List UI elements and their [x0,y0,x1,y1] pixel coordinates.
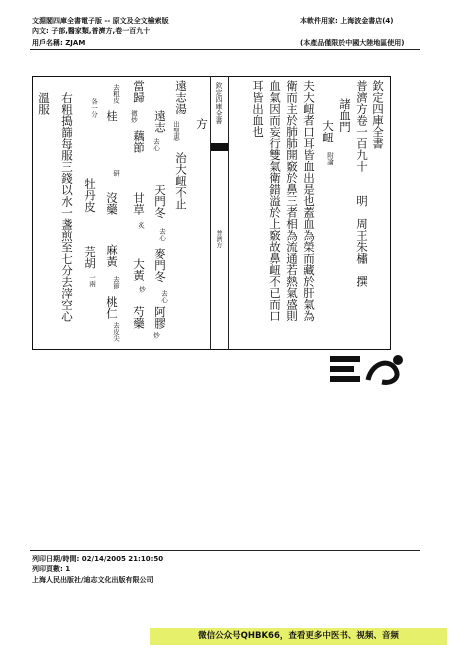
text-column-note: 微炒 [130,110,138,123]
text-column-note: 去心 [158,228,166,241]
text-column: 遠志湯 [174,80,188,115]
text-column-note: 去心 [152,138,160,151]
text-column-note: 炒 [138,286,146,293]
text-column: 阿膠 [153,306,167,329]
text-column-note: 各一分 [90,98,98,118]
text-column: 麥門冬 [153,248,167,283]
text-column: 耳皆出血也 [251,80,265,138]
text-column: 治大衄不止 [174,152,188,210]
content-path: 內文: 子部,醫家類,普濟方,卷一百九十 [32,27,151,35]
text-column: 欽定四庫全書 [371,80,385,149]
text-column: 遠志 [153,110,167,133]
page-fold-right [228,76,229,350]
print-pages: 列印頁數: 1 [32,565,71,573]
fold-mark-icon [211,143,228,151]
text-column-note: 附論 [326,152,334,165]
text-column: 甘草 [132,192,146,215]
text-column: 大黃 [132,258,146,281]
text-column-note: 去皮尖 [112,322,120,342]
text-column-note: 炙 [137,222,145,229]
licensee: 本軟件用家: 上海波金書店(4) [300,17,394,25]
print-datetime: 列印日期/時間: 02/14/2005 21:10:50 [32,555,164,563]
page-fold-left [210,76,211,350]
text-column-note: 去粗皮 [112,84,120,104]
text-column: 當歸 [132,80,146,103]
text-column: 麻黃 [105,244,119,267]
text-column: 右粗搗篩每服三錢以水一盞煎至七分去滓空心 [60,92,74,322]
text-column: 芫胡 [83,246,97,269]
text-column-note: 研 [112,170,120,177]
text-column-note: 出聖惠 [172,121,180,141]
text-column-note: 去心 [160,290,168,303]
text-column: 衛而主於肺肺開竅於鼻三者相為流通若熱氣盛則 [285,80,299,322]
text-column: 牡丹皮 [83,178,97,213]
text-column: 血氣因而妄行雙氣衛錯溢於上竅故鼻衄不已而口 [268,80,282,322]
header-rule [30,49,420,50]
margin-book-name: 普濟方 [215,230,222,248]
text-column: 大衄 [321,120,335,143]
publisher-logo-icon [330,352,410,388]
text-column: 芍藥 [132,306,146,329]
margin-title: 欽定四庫全書 [215,82,223,124]
watermark-banner: 微信公众号QHBK66，查看更多中医书、视频、音频 [150,628,447,645]
text-column: 夫大衄者口耳皆血出是也蓋血為榮而藏於肝氣為 [302,80,316,322]
text-column: 方 [195,118,209,130]
text-column: 普濟方卷一百九十 明 周王朱橚 撰 [355,80,369,287]
license-notice: (本產品僅限於中國大陸地區使用) [300,39,405,47]
footer-rule [30,550,420,551]
user-name: 用戶名稱: ZJAM [32,39,86,47]
text-column-note: 炒 [152,332,160,339]
text-column: 桃仁 [105,296,119,319]
text-column: 桂 [105,110,119,122]
publisher: 上海人民出版社/迪志文化出版有限公司 [32,576,154,584]
ebook-title: 文淵閣四庫全書電子版 -- 原文及全文檢索版 [32,17,169,25]
text-column: 天門冬 [153,184,167,219]
text-column: 藕節 [132,130,146,153]
text-column: 溫服 [37,92,51,115]
text-column-note: 一兩 [88,274,96,287]
text-column-note: 去節 [112,276,120,289]
text-column: 諸血門 [338,98,352,133]
text-column: 沒藥 [105,192,119,215]
